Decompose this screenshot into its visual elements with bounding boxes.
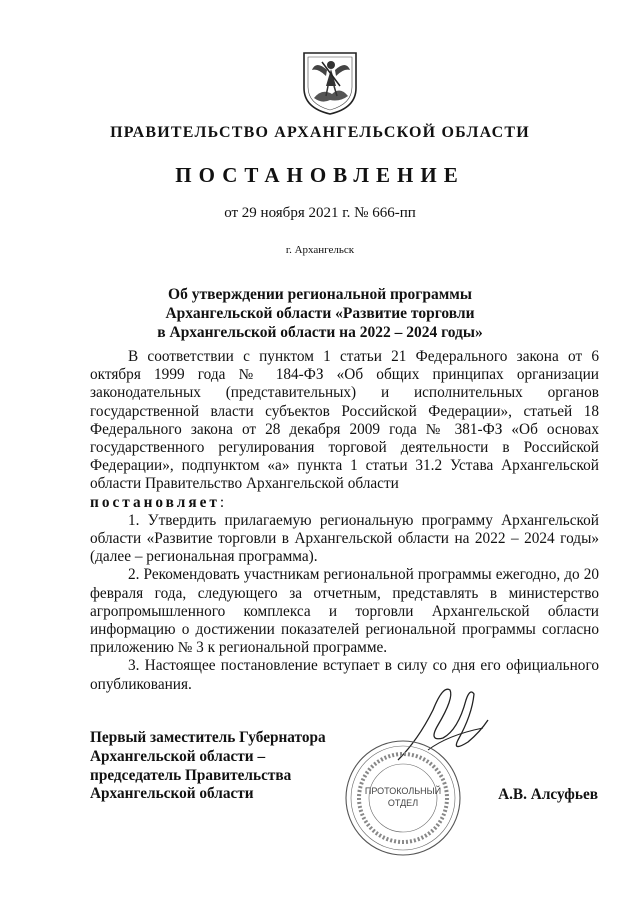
signer-line: Архангельской области: [90, 785, 254, 803]
subject-line: Архангельской области «Развитие торговли: [165, 305, 475, 322]
coat-of-arms-icon: [300, 50, 360, 116]
signer-name: А.В. Алсуфьев: [498, 786, 598, 803]
document-city: г. Архангельск: [285, 244, 355, 256]
document-date-number: от 29 ноября 2021 г. № 666-пп: [224, 205, 416, 221]
subject-line: в Архангельской области на 2022 – 2024 годы»: [157, 324, 483, 341]
stamp-text: ОТДЕЛ: [387, 798, 419, 808]
round-stamp: [343, 738, 463, 858]
resolves-colon: :: [219, 493, 225, 511]
preamble-paragraph: В соответствии с пунктом 1 статьи 21 Федерального закона от 6 октября 1999 года № 184-ФЗ «Об общих принципах организации законодательных (представительных) и исполнительных органов государственной власти субъектов Российской Федерации», статьей 18 Федерального закона от 28 декабря 2009 года № 381-ФЗ «Об основах государственного регулирования торговой деятельности в Российской Федерации», подпунктом «а» пункта 1 статьи 31.2 Устава Архангельской области Правительство Архангельской области: [90, 348, 599, 493]
item-paragraph: 3. Настоящее постановление вступает в силу со дня его официального опубликования.: [90, 657, 599, 693]
signer-line: Архангельской области –: [90, 747, 266, 765]
document-type: ПОСТАНОВЛЕНИЕ: [175, 163, 465, 187]
resolves-line: [90, 494, 599, 512]
stamp-text: ПРОТОКОЛЬНЫЙ: [364, 786, 442, 796]
item-paragraph: 1. Утвердить прилагаемую региональную программу Архангельской области «Развитие торговли в Архангельской области на 2022 – 2024 годы» (далее – региональная программа).: [90, 511, 599, 566]
document-subject: [0, 285, 640, 342]
signer-position: [90, 729, 326, 804]
item-paragraph: 2. Рекомендовать участникам региональной программы ежегодно, до 20 февраля года, следующего за отчетным, представлять в министерство агропромышленного комплекса и торговли Архангельской области информацию о достижении показателей региональной программы согласно приложению № 3 к региональной программе.: [90, 566, 599, 657]
government-title: ПРАВИТЕЛЬСТВО АРХАНГЕЛЬСКОЙ ОБЛАСТИ: [110, 124, 530, 141]
document-body: [90, 348, 599, 694]
signer-line: председатель Правительства: [90, 766, 292, 784]
resolves-word: постановляет: [90, 493, 220, 511]
subject-line: Об утверждении региональной программы: [168, 286, 472, 303]
signer-line: Первый заместитель Губернатора: [90, 729, 326, 746]
